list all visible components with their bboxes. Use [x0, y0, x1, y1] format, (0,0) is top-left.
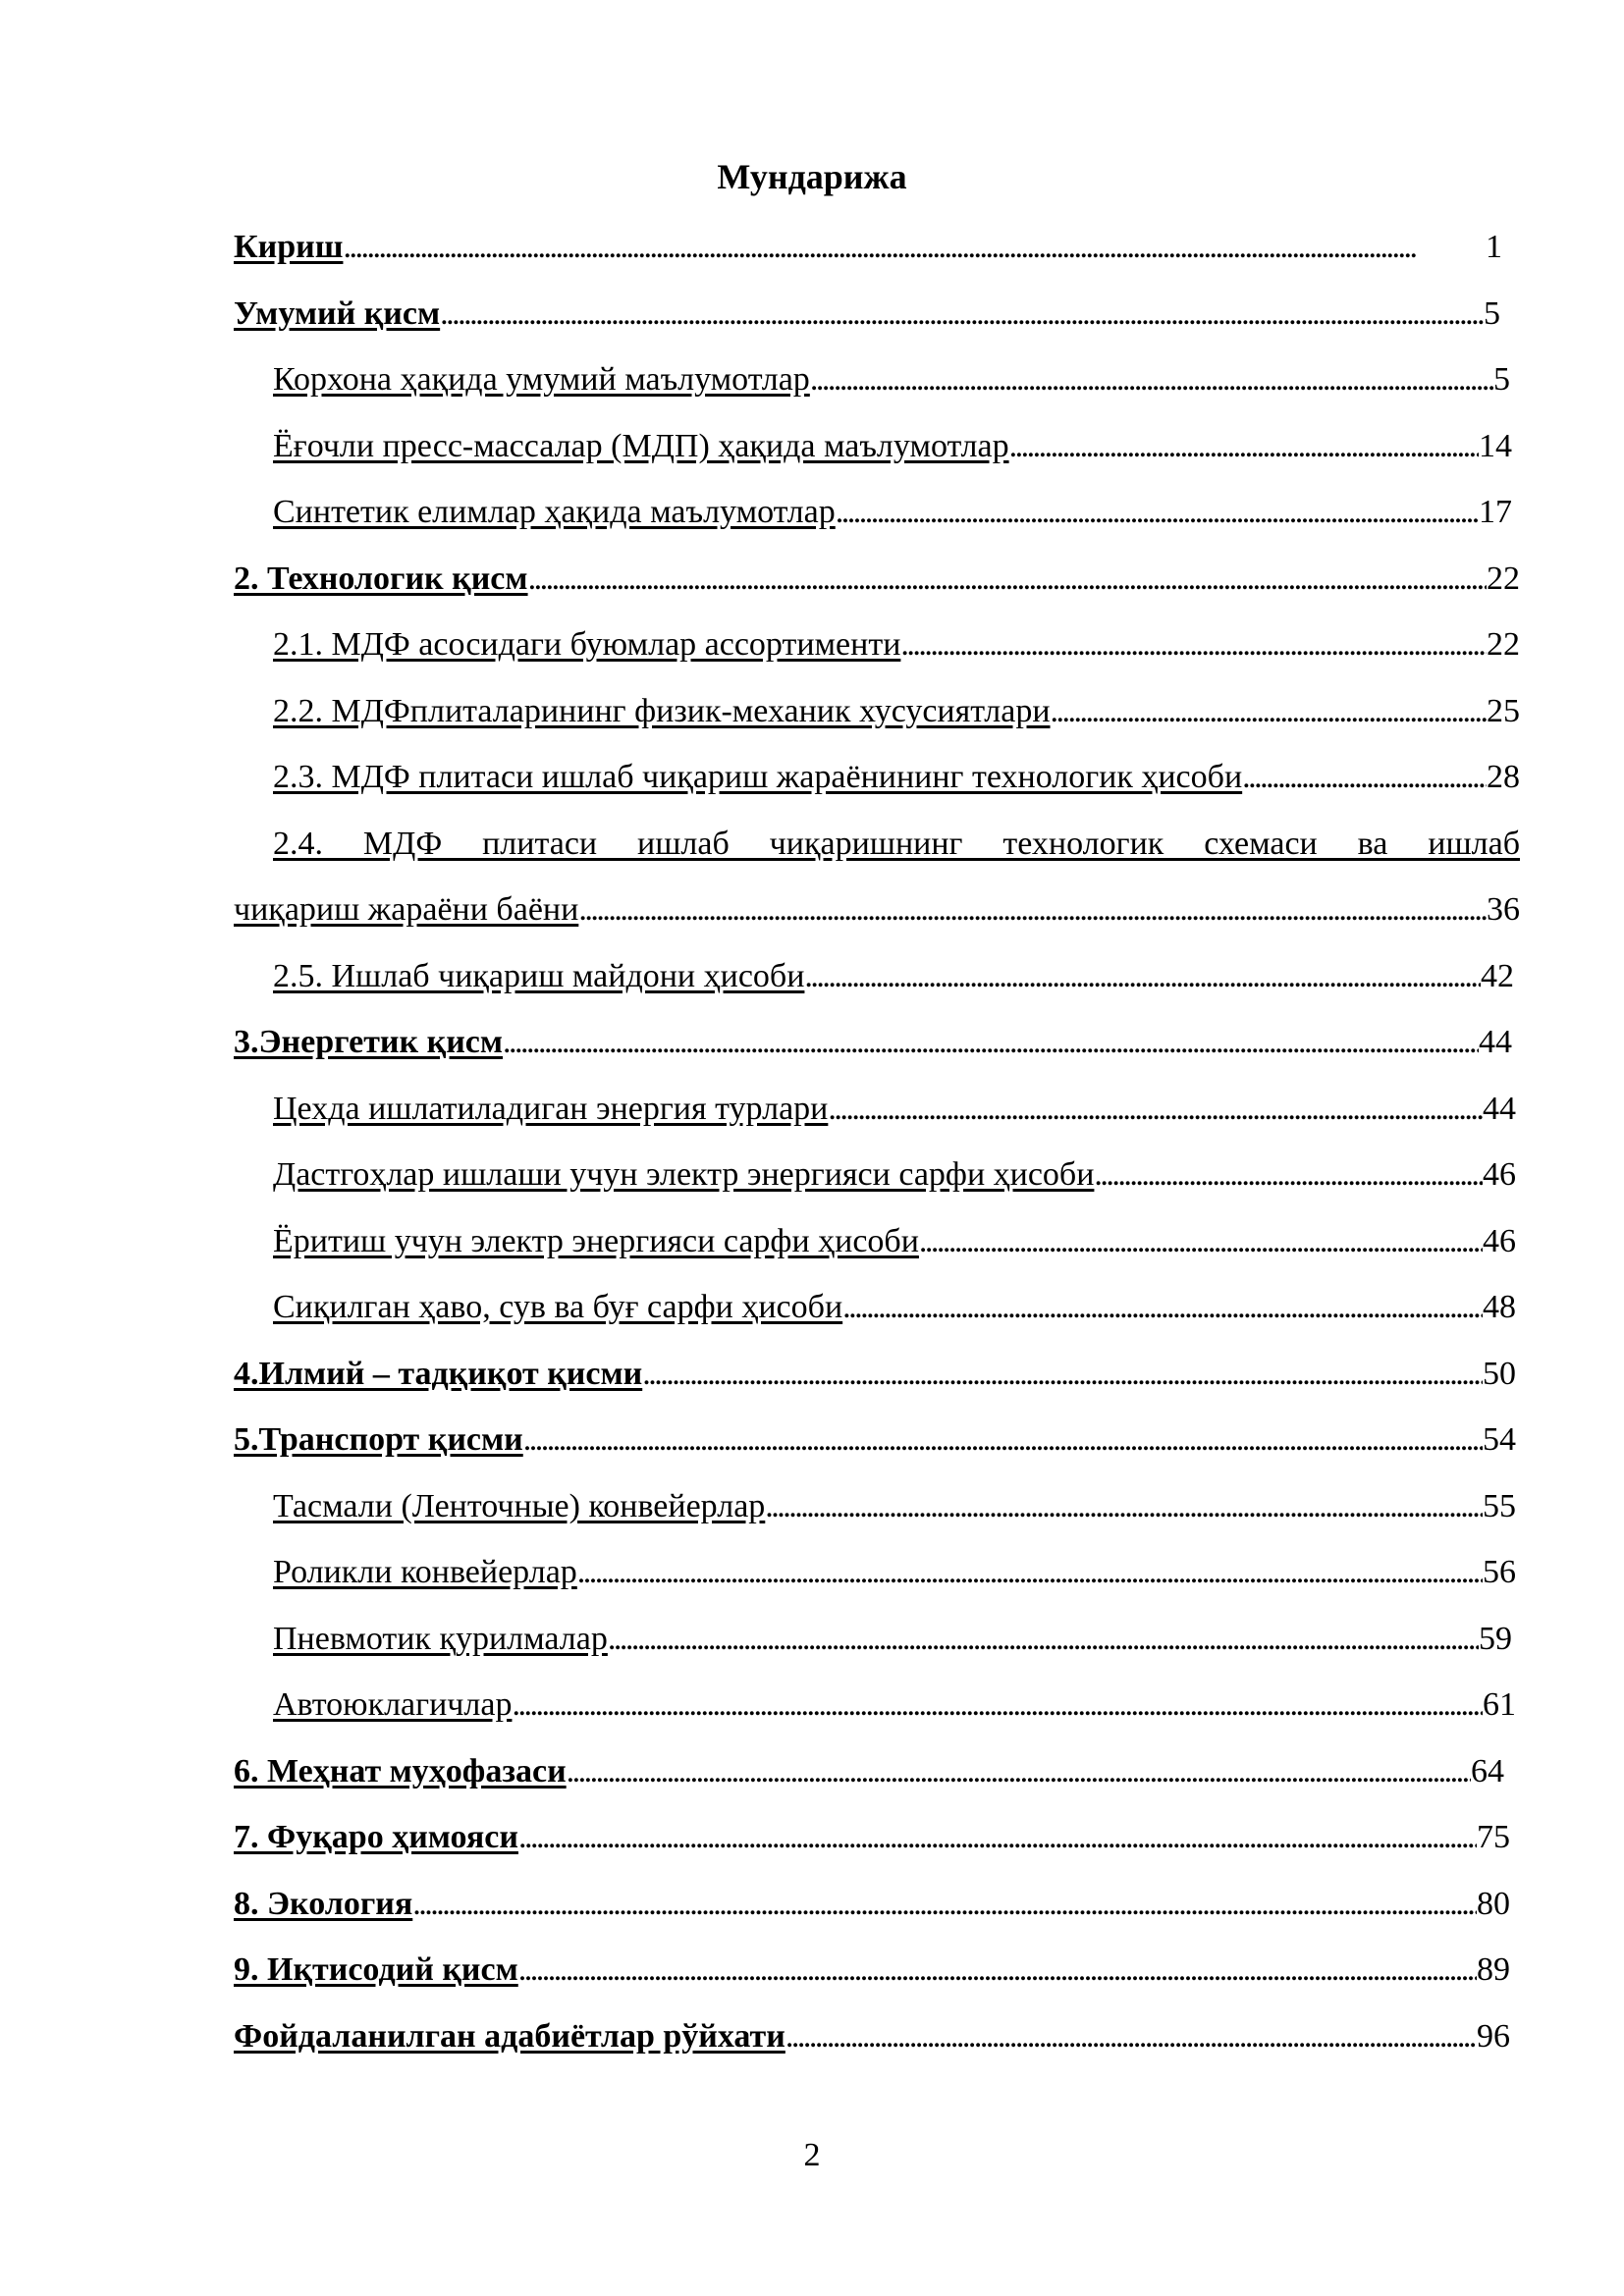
toc-entry-label: Ёритиш учун электр энергияси сарфи ҳисоби: [273, 1223, 919, 1259]
dot-leader: [567, 1750, 1471, 1793]
toc-entry-page: 25: [1487, 693, 1520, 729]
toc-entry[interactable]: [234, 1816, 1510, 1859]
toc-entry[interactable]: [273, 623, 1520, 667]
toc-entry-label: Дастгоҳлар ишлаши учун электр энергияси сарфи ҳисоби: [273, 1156, 1095, 1193]
toc-entry-page: 59: [1479, 1621, 1512, 1657]
toc-entry-page: 14: [1479, 428, 1512, 464]
dot-leader: [836, 491, 1479, 534]
dot-leader: [1242, 756, 1487, 799]
toc-entry-page: 96: [1477, 2018, 1510, 2055]
toc-entry[interactable]: [273, 1485, 1516, 1528]
toc-entry-page: 22: [1487, 626, 1520, 663]
toc-entry[interactable]: [234, 1883, 1510, 1926]
toc-entry[interactable]: [273, 1551, 1516, 1594]
toc-entry-label: 3.Энергетик қисм: [234, 1024, 504, 1060]
dot-leader: [608, 1618, 1479, 1661]
toc-entry-label: 2.5. Ишлаб чиқариш майдони ҳисоби: [273, 958, 805, 994]
toc-entry-label: 7. Фуқаро ҳимояси: [234, 1819, 518, 1855]
dot-leader: [577, 1551, 1483, 1594]
toc-entry-label: Фойдаланилган адабиётлар рўйхати: [234, 2018, 785, 2055]
toc-entry[interactable]: [234, 1750, 1504, 1793]
toc-entry[interactable]: [273, 358, 1510, 401]
toc-entry-label: Умумий қисм: [234, 295, 441, 332]
toc-entry-label: Синтетик елимлар ҳақида маълумотлар: [273, 494, 836, 530]
dot-leader: [518, 1816, 1477, 1859]
toc-entry[interactable]: [234, 888, 1520, 932]
toc-entry-page: 64: [1471, 1753, 1504, 1789]
toc-entry-page: 17: [1479, 494, 1512, 530]
toc-entry-page: 55: [1483, 1488, 1516, 1524]
dot-leader: [1094, 1153, 1483, 1197]
toc-entry-label: 2.2. МДФплиталарининг физик-механик хусусиятлари: [273, 693, 1051, 729]
toc-entry-label: Ёғочли пресс-массалар (МДП) ҳақида маълумотлар: [273, 428, 1009, 464]
dot-leader: [578, 888, 1487, 932]
toc-entry[interactable]: [273, 1153, 1516, 1197]
toc-entry-label: 4.Илмий – тадқиқот қисми: [234, 1356, 643, 1392]
toc-entry[interactable]: [273, 756, 1520, 799]
toc-entry-label: Корхона ҳақида умумий маълумотлар: [273, 361, 810, 398]
dot-leader: [765, 1485, 1483, 1528]
dot-leader: [523, 1418, 1483, 1462]
dot-leader: [518, 1949, 1477, 1992]
dot-leader: [503, 1021, 1479, 1064]
toc-entry-label: Цехда ишлатиладиган энергия турлари: [273, 1091, 829, 1127]
dot-leader: [919, 1220, 1483, 1263]
dot-leader: [512, 1683, 1483, 1727]
toc-entry-page: 48: [1483, 1289, 1516, 1325]
toc-entry-label: Тасмали (Ленточные) конвейерлар: [273, 1488, 766, 1524]
toc-entry[interactable]: [273, 425, 1512, 468]
toc-entry-label: чиқариш жараёни баёни: [234, 891, 579, 928]
toc-entry-page: 44: [1483, 1091, 1516, 1127]
toc-entry-label: Сиқилган ҳаво, сув ва буғ сарфи ҳисоби: [273, 1289, 843, 1325]
toc-entry-label: 2.3. МДФ плитаси ишлаб чиқариш жараёнининг технологик ҳисоби: [273, 759, 1243, 795]
dot-leader: [343, 226, 1486, 269]
toc-entry-page: 22: [1487, 561, 1520, 597]
toc-entry-label: Кириш: [234, 229, 344, 265]
toc-entry-label-line1: 2.4. МДФ плитаси ишлаб чиқаришнинг технологик схемаси ва ишлаб: [273, 826, 1520, 862]
dot-leader: [842, 1286, 1483, 1329]
toc-entry-label: 6. Меҳнат муҳофазаси: [234, 1753, 567, 1789]
toc-entry-page: 75: [1477, 1819, 1510, 1855]
toc-entry-page: 1: [1486, 229, 1502, 265]
toc-entry[interactable]: [234, 226, 1502, 269]
page-number: 2: [803, 2137, 821, 2173]
toc-entry-page: 46: [1483, 1223, 1516, 1259]
toc-entry-page: 42: [1481, 958, 1514, 994]
dot-leader: [900, 623, 1487, 667]
toc-entry[interactable]: [234, 558, 1520, 601]
toc-entry-page: 5: [1493, 361, 1510, 398]
dot-leader: [528, 558, 1487, 601]
dot-leader: [440, 293, 1484, 336]
toc-entry[interactable]: [273, 1088, 1516, 1131]
toc-entry-page: 89: [1477, 1951, 1510, 1988]
toc-entry-label: Роликли конвейерлар: [273, 1554, 577, 1590]
toc-entry-page: 80: [1477, 1886, 1510, 1922]
toc-entry[interactable]: [273, 690, 1520, 733]
toc-entry[interactable]: [273, 1683, 1516, 1727]
toc-entry[interactable]: [273, 491, 1512, 534]
toc-entry[interactable]: [234, 1949, 1510, 1992]
toc-entry-label: 8. Экология: [234, 1886, 413, 1922]
toc-entry-label: 9. Иқтисодий қисм: [234, 1951, 518, 1988]
toc-entry[interactable]: [273, 955, 1514, 998]
toc-entry-page: 56: [1483, 1554, 1516, 1590]
toc-entry-page: 44: [1479, 1024, 1512, 1060]
toc-entry[interactable]: [273, 1286, 1516, 1329]
toc-title: Мундарижа: [717, 157, 907, 196]
dot-leader: [642, 1353, 1483, 1396]
toc-entry-page: 61: [1483, 1686, 1516, 1723]
toc-entry-page: 54: [1483, 1421, 1516, 1458]
toc-entry[interactable]: [273, 1220, 1516, 1263]
toc-entry[interactable]: [234, 1418, 1516, 1462]
dot-leader: [804, 955, 1481, 998]
dot-leader: [1051, 690, 1487, 733]
dot-leader: [1009, 425, 1479, 468]
toc-entry-label: 2. Технологик қисм: [234, 561, 528, 597]
dot-leader: [828, 1088, 1483, 1131]
dot-leader: [412, 1883, 1477, 1926]
toc-entry[interactable]: [234, 1021, 1512, 1064]
dot-leader: [810, 358, 1493, 401]
dot-leader: [785, 2015, 1477, 2058]
toc-entry-label: 2.1. МДФ асосидаги буюмлар ассортименти: [273, 626, 901, 663]
toc-entry-wrapped-line[interactable]: [273, 823, 1520, 866]
toc-entry[interactable]: [234, 1353, 1516, 1396]
toc-entry[interactable]: [234, 293, 1500, 336]
toc-entry[interactable]: [273, 1618, 1512, 1661]
toc-entry-page: 36: [1487, 891, 1520, 928]
toc-entry-label: Автоюклагичлар: [273, 1686, 513, 1723]
toc-entry-page: 46: [1483, 1156, 1516, 1193]
toc-entry-label: Пневмотик қурилмалар: [273, 1621, 608, 1657]
toc-entry-page: 50: [1483, 1356, 1516, 1392]
toc-entry-label: 5.Транспорт қисми: [234, 1421, 523, 1458]
toc-entry-page: 5: [1484, 295, 1500, 332]
toc-entry[interactable]: [234, 2015, 1510, 2058]
toc-entry-page: 28: [1487, 759, 1520, 795]
